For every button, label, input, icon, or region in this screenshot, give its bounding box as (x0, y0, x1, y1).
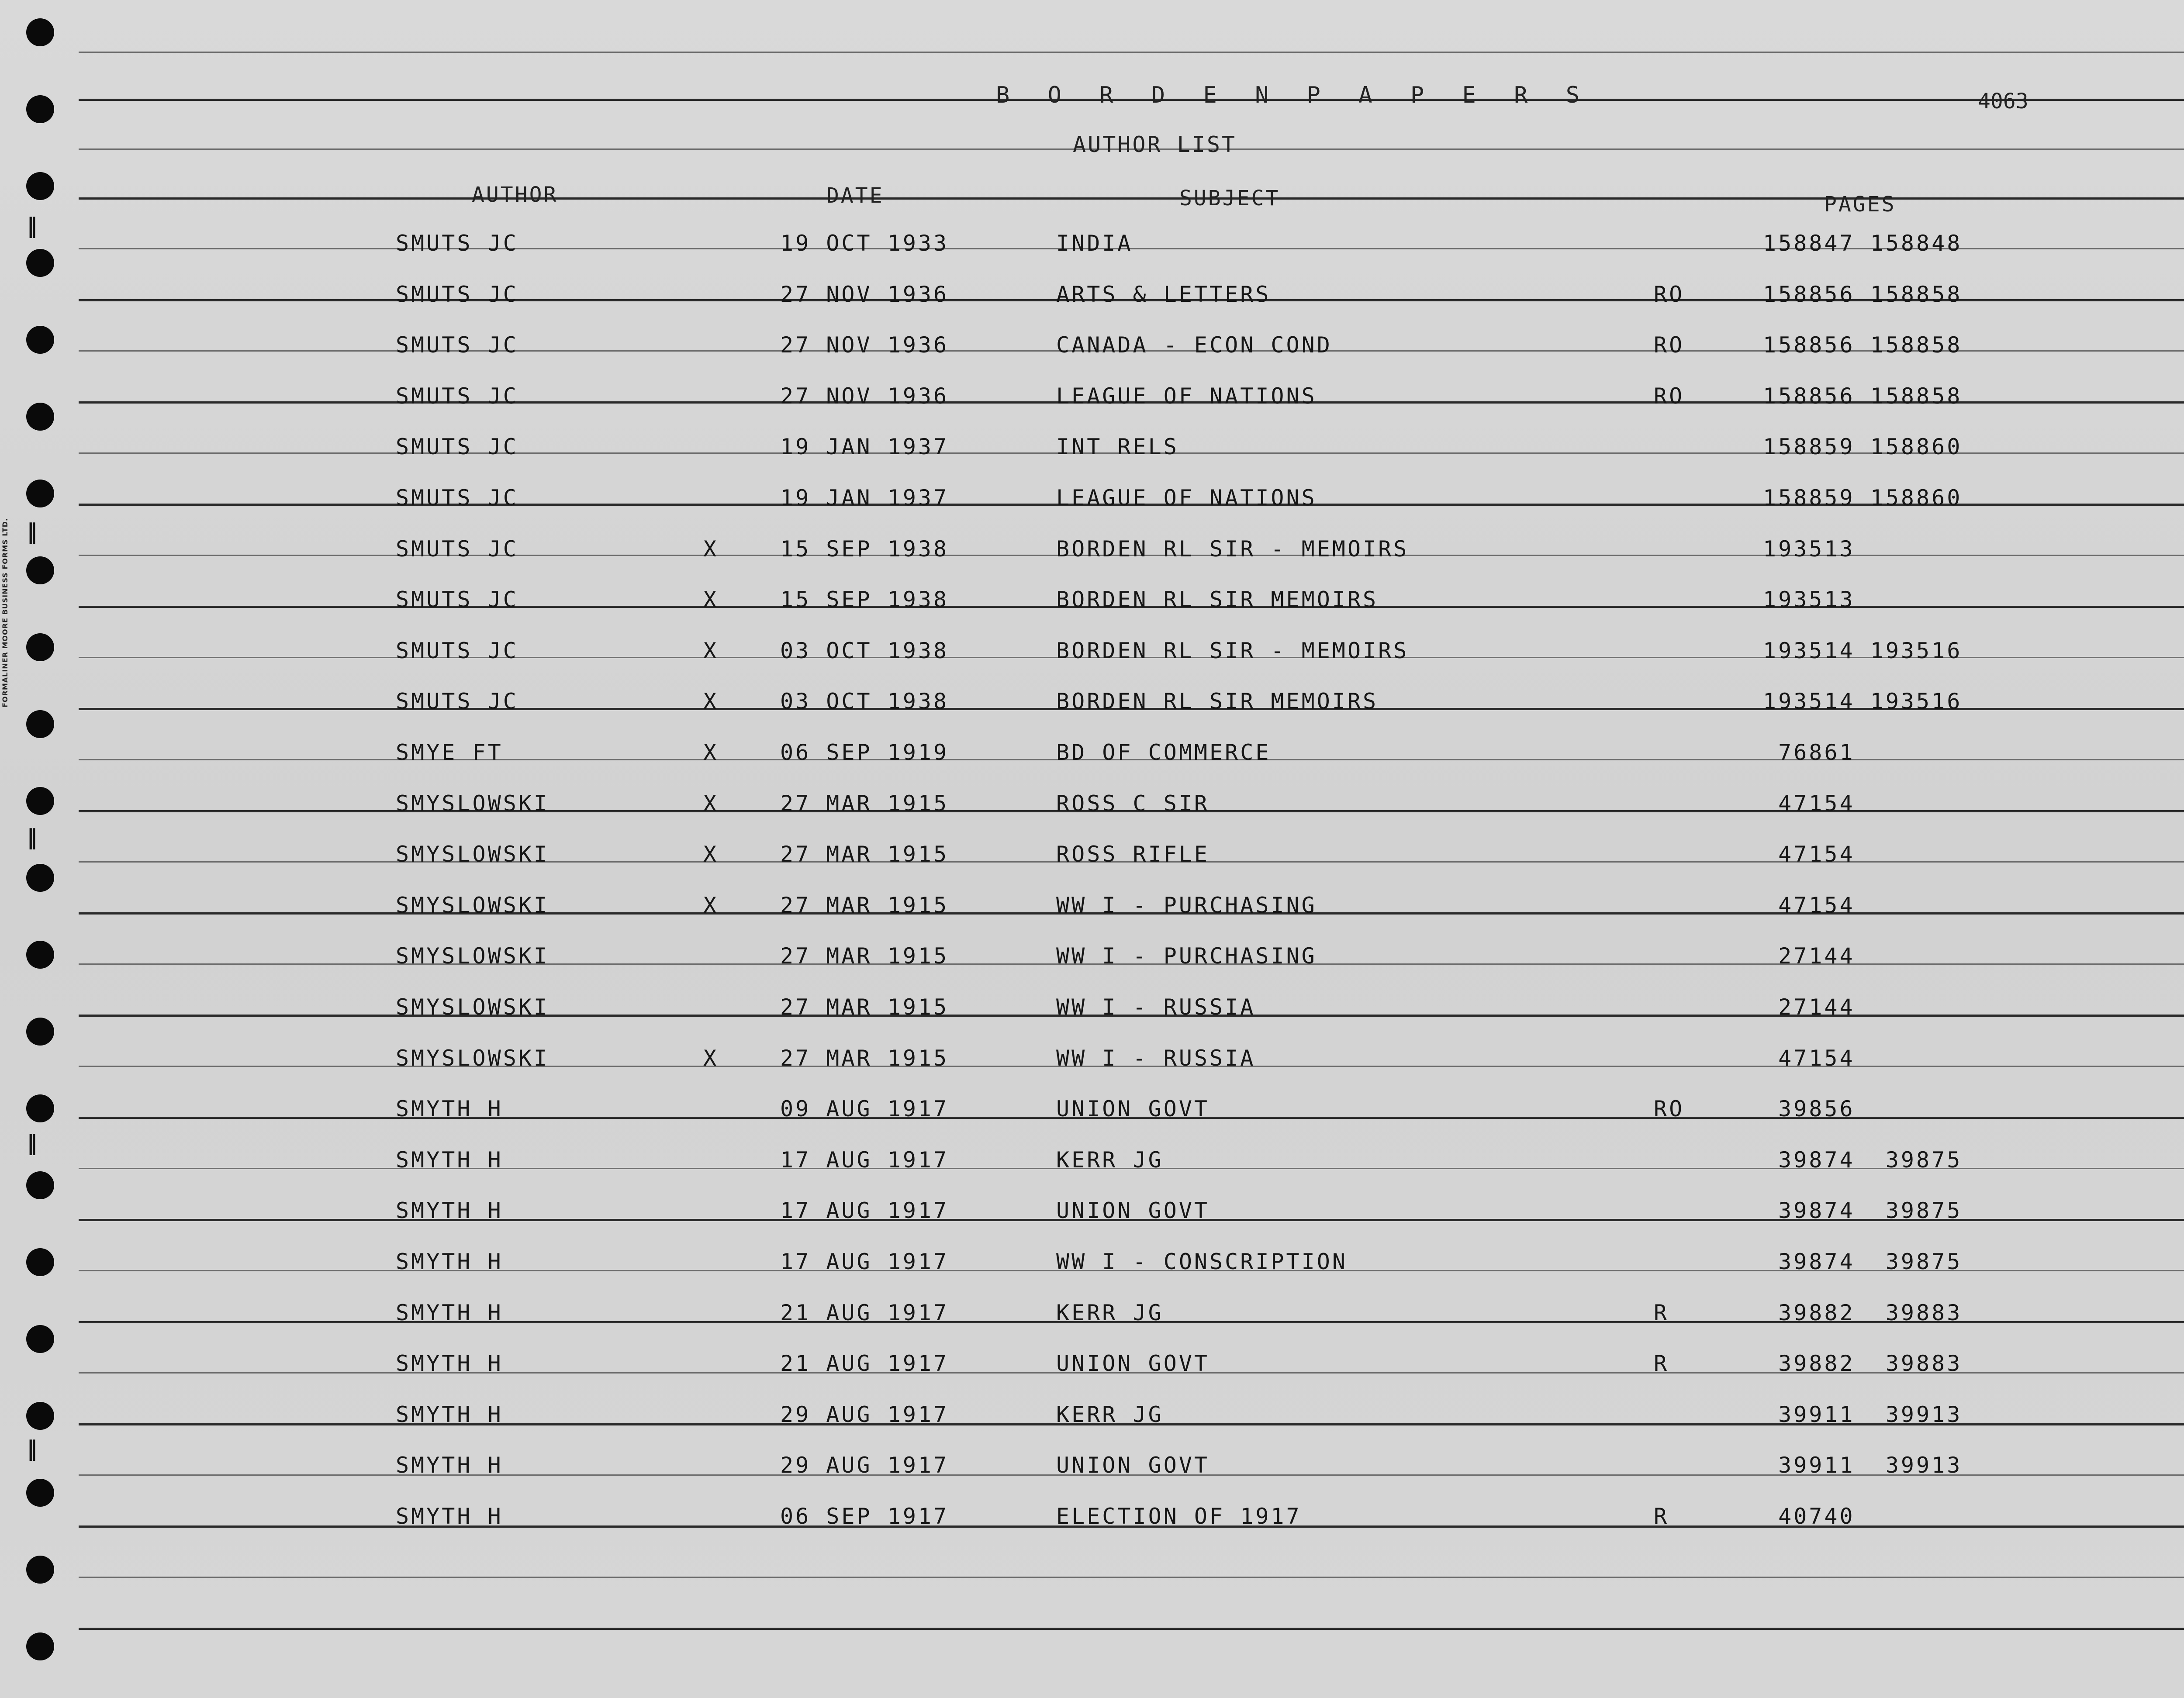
cell-author: SMYSLOWSKI (396, 943, 549, 969)
feed-hole-icon (26, 172, 54, 200)
cell-pages: 47154 (1763, 790, 1855, 816)
column-header-subject: SUBJECT (1179, 186, 1280, 211)
perforation-tick-icon: ∥ (27, 1131, 40, 1156)
cell-author: SMYTH H (396, 1453, 503, 1478)
cell-pages: 27144 (1763, 994, 1855, 1020)
cell-date: 29 AUG 1917 (780, 1453, 949, 1478)
cell-date: 06 SEP 1919 (780, 740, 949, 765)
cell-author: SMYSLOWSKI (396, 790, 549, 816)
cell-author: SMYSLOWSKI (396, 842, 549, 867)
feed-hole-icon (26, 1479, 54, 1507)
cell-subject: ROSS RIFLE (1056, 842, 1210, 867)
perforation-tick-icon: ∥ (27, 520, 40, 544)
cell-subject: UNION GOVT (1056, 1096, 1210, 1122)
cell-author: SMYTH H (396, 1401, 503, 1427)
cell-subject: INDIA (1056, 231, 1133, 256)
cell-subject: CANADA - ECON COND (1056, 332, 1332, 358)
cell-code: RO (1654, 383, 1685, 409)
cell-date: 03 OCT 1938 (780, 638, 949, 663)
cell-pages: 39911 39913 (1763, 1401, 1963, 1427)
cell-x-mark: X (703, 790, 719, 816)
cell-date: 03 OCT 1938 (780, 689, 949, 714)
cell-subject: BORDEN RL SIR MEMOIRS (1056, 587, 1379, 613)
cell-author: SMUTS JC (396, 638, 518, 663)
perforation-tick-icon: ∥ (27, 825, 40, 850)
column-header-date: DATE (826, 183, 884, 208)
cell-date: 27 MAR 1915 (780, 892, 949, 918)
feed-hole-icon (26, 941, 54, 969)
cell-code: RO (1654, 281, 1685, 307)
cell-date: 19 JAN 1937 (780, 485, 949, 511)
cell-pages: 193514 193516 (1763, 638, 1963, 663)
feed-hole-icon (26, 710, 54, 738)
cell-pages: 39874 39875 (1763, 1249, 1963, 1274)
cell-author: SMYTH H (396, 1351, 503, 1377)
cell-x-mark: X (703, 842, 719, 867)
form-manufacturer-label: FORMALINER MOORE BUSINESS FORMS LTD. (1, 518, 9, 708)
cell-author: SMUTS JC (396, 587, 518, 613)
cell-subject: WW I - RUSSIA (1056, 1045, 1256, 1071)
cell-code: RO (1654, 1096, 1685, 1122)
feed-hole-icon (26, 95, 54, 123)
cell-pages: 158856 158858 (1763, 281, 1963, 307)
cell-pages: 193514 193516 (1763, 689, 1963, 714)
cell-subject: ARTS & LETTERS (1056, 281, 1271, 307)
cell-subject: BORDEN RL SIR - MEMOIRS (1056, 536, 1409, 562)
cell-date: 17 AUG 1917 (780, 1198, 949, 1224)
cell-author: SMYSLOWSKI (396, 892, 549, 918)
cell-date: 21 AUG 1917 (780, 1300, 949, 1325)
feed-hole-icon (26, 1556, 54, 1584)
cell-x-mark: X (703, 689, 719, 714)
cell-subject: WW I - PURCHASING (1056, 892, 1317, 918)
feed-hole-icon (26, 787, 54, 815)
cell-author: SMYTH H (396, 1147, 503, 1173)
cell-subject: KERR JG (1056, 1300, 1164, 1325)
cell-pages: 158847 158848 (1763, 231, 1963, 256)
cell-date: 27 MAR 1915 (780, 943, 949, 969)
cell-pages: 39856 (1763, 1096, 1855, 1122)
cell-author: SMUTS JC (396, 231, 518, 256)
cell-author: SMUTS JC (396, 485, 518, 511)
cell-date: 27 MAR 1915 (780, 842, 949, 867)
feed-hole-icon (26, 480, 54, 507)
perforation-tick-icon: ∥ (27, 214, 40, 238)
cell-pages: 193513 (1763, 587, 1855, 613)
page-number: 4063 (1978, 89, 2028, 114)
cell-pages: 158859 158860 (1763, 434, 1963, 460)
cell-pages: 158856 158858 (1763, 383, 1963, 409)
cell-x-mark: X (703, 536, 719, 562)
cell-date: 17 AUG 1917 (780, 1249, 949, 1274)
cell-subject: BORDEN RL SIR MEMOIRS (1056, 689, 1379, 714)
cell-pages: 47154 (1763, 892, 1855, 918)
cell-date: 15 SEP 1938 (780, 536, 949, 562)
cell-subject: UNION GOVT (1056, 1198, 1210, 1224)
cell-author: SMYSLOWSKI (396, 1045, 549, 1071)
cell-pages: 40740 (1763, 1504, 1855, 1529)
feed-hole-icon (26, 249, 54, 277)
feed-hole-icon (26, 864, 54, 892)
cell-date: 27 MAR 1915 (780, 994, 949, 1020)
list-title: AUTHOR LIST (1073, 132, 1237, 157)
cell-date: 17 AUG 1917 (780, 1147, 949, 1173)
cell-code: R (1654, 1504, 1669, 1529)
cell-subject: KERR JG (1056, 1401, 1164, 1427)
cell-subject: ELECTION OF 1917 (1056, 1504, 1302, 1529)
cell-date: 27 NOV 1936 (780, 383, 949, 409)
cell-pages: 39874 39875 (1763, 1147, 1963, 1173)
cell-pages: 39874 39875 (1763, 1198, 1963, 1224)
cell-author: SMYE FT (396, 740, 503, 765)
cell-subject: WW I - CONSCRIPTION (1056, 1249, 1348, 1274)
document-title: B O R D E N P A P E R S (996, 82, 1592, 108)
feed-hole-icon (26, 556, 54, 584)
cell-author: SMUTS JC (396, 536, 518, 562)
cell-pages: 39882 39883 (1763, 1351, 1963, 1377)
cell-pages: 47154 (1763, 842, 1855, 867)
cell-date: 27 MAR 1915 (780, 790, 949, 816)
cell-subject: WW I - RUSSIA (1056, 994, 1256, 1020)
cell-x-mark: X (703, 1045, 719, 1071)
cell-subject: KERR JG (1056, 1147, 1164, 1173)
cell-x-mark: X (703, 638, 719, 663)
cell-date: 21 AUG 1917 (780, 1351, 949, 1377)
cell-subject: BD OF COMMERCE (1056, 740, 1271, 765)
cell-pages: 27144 (1763, 943, 1855, 969)
cell-date: 09 AUG 1917 (780, 1096, 949, 1122)
column-header-pages: PAGES (1824, 192, 1896, 217)
cell-x-mark: X (703, 892, 719, 918)
cell-subject: BORDEN RL SIR - MEMOIRS (1056, 638, 1409, 663)
cell-author: SMYTH H (396, 1198, 503, 1224)
cell-author: SMUTS JC (396, 383, 518, 409)
cell-date: 29 AUG 1917 (780, 1401, 949, 1427)
cell-subject: LEAGUE OF NATIONS (1056, 485, 1317, 511)
cell-author: SMUTS JC (396, 434, 518, 460)
cell-subject: UNION GOVT (1056, 1453, 1210, 1478)
cell-author: SMYTH H (396, 1249, 503, 1274)
cell-pages: 158859 158860 (1763, 485, 1963, 511)
cell-author: SMUTS JC (396, 281, 518, 307)
cell-code: R (1654, 1300, 1669, 1325)
cell-subject: UNION GOVT (1056, 1351, 1210, 1377)
cell-pages: 193513 (1763, 536, 1855, 562)
cell-date: 27 MAR 1915 (780, 1045, 949, 1071)
cell-date: 27 NOV 1936 (780, 332, 949, 358)
cell-pages: 158856 158858 (1763, 332, 1963, 358)
feed-hole-icon (26, 1325, 54, 1353)
feed-hole-icon (26, 1094, 54, 1122)
cell-author: SMYTH H (396, 1300, 503, 1325)
feed-hole-icon (26, 326, 54, 354)
feed-hole-icon (26, 18, 54, 46)
feed-hole-icon (26, 1248, 54, 1276)
cell-date: 15 SEP 1938 (780, 587, 949, 613)
feed-hole-icon (26, 1171, 54, 1199)
cell-pages: 76861 (1763, 740, 1855, 765)
cell-author: SMUTS JC (396, 332, 518, 358)
cell-pages: 47154 (1763, 1045, 1855, 1071)
feed-hole-icon (26, 633, 54, 661)
cell-date: 19 OCT 1933 (780, 231, 949, 256)
cell-code: RO (1654, 332, 1685, 358)
cell-author: SMYTH H (396, 1504, 503, 1529)
feed-hole-icon (26, 403, 54, 431)
perforation-tick-icon: ∥ (27, 1437, 40, 1461)
cell-subject: LEAGUE OF NATIONS (1056, 383, 1317, 409)
cell-x-mark: X (703, 587, 719, 613)
cell-date: 19 JAN 1937 (780, 434, 949, 460)
ruled-line (79, 1628, 2184, 1630)
cell-x-mark: X (703, 740, 719, 765)
cell-code: R (1654, 1351, 1669, 1377)
feed-hole-icon (26, 1632, 54, 1660)
cell-subject: ROSS C SIR (1056, 790, 1210, 816)
cell-subject: INT RELS (1056, 434, 1179, 460)
cell-subject: WW I - PURCHASING (1056, 943, 1317, 969)
feed-hole-icon (26, 1018, 54, 1046)
cell-date: 06 SEP 1917 (780, 1504, 949, 1529)
ruled-line (79, 1577, 2184, 1578)
cell-author: SMYSLOWSKI (396, 994, 549, 1020)
cell-author: SMYTH H (396, 1096, 503, 1122)
ruled-line (79, 52, 2184, 53)
cell-pages: 39882 39883 (1763, 1300, 1963, 1325)
cell-author: SMUTS JC (396, 689, 518, 714)
feed-hole-icon (26, 1402, 54, 1430)
cell-date: 27 NOV 1936 (780, 281, 949, 307)
column-header-author: AUTHOR (472, 183, 558, 207)
cell-pages: 39911 39913 (1763, 1453, 1963, 1478)
